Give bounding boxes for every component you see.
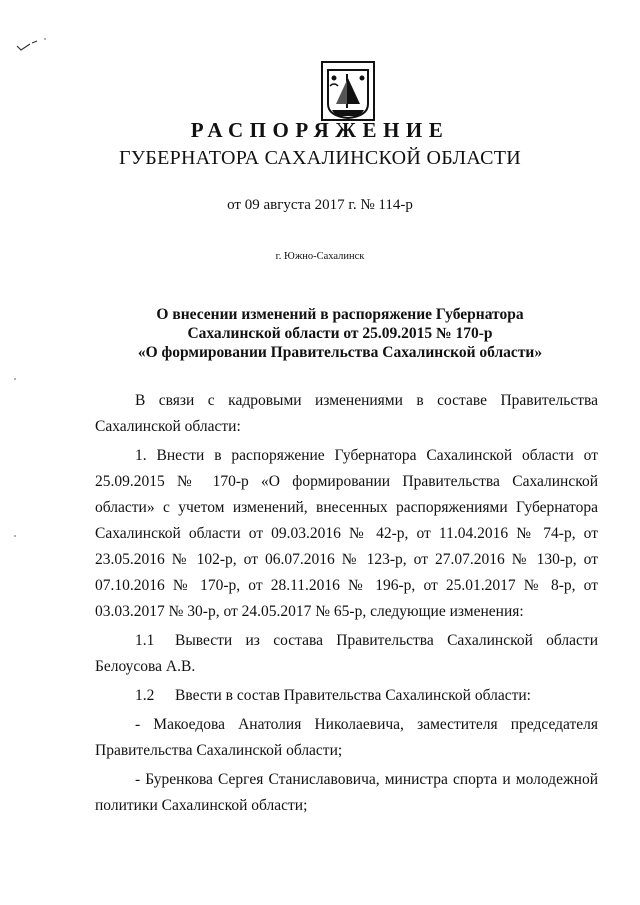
document-body: [95, 388, 598, 822]
item-number: 1.1: [135, 632, 155, 649]
word: области: [546, 632, 598, 649]
document-title: РАСПОРЯЖЕНИЕ: [190, 118, 450, 142]
item-number: 1.2: [135, 687, 155, 704]
document-subject: [120, 305, 560, 362]
dash-item: - Буренкова Сергея Станиславовича, министра спорта и молодежной политики Сахалинской области;: [95, 771, 598, 814]
word: Правительства: [336, 632, 434, 649]
word: Сахалинской: [447, 632, 533, 649]
document-subtitle: ГУБЕРНАТОРА САХАЛИНСКОЙ ОБЛАСТИ: [118, 147, 521, 169]
subject-line: «О формировании Правительства Сахалинской области»: [137, 344, 543, 361]
scan-speck: [44, 38, 46, 40]
item-1-1: [95, 628, 598, 680]
word: состава: [273, 632, 323, 649]
sakhalin-coat-of-arms-icon: [320, 60, 376, 122]
city-line: г. Южно-Сахалинск: [275, 251, 365, 262]
item-1-1-row: [95, 628, 598, 654]
item-1-2-text: Ввести в состав Правительства Сахалинской области:: [175, 687, 531, 704]
date-line: от 09 августа 2017 г. № 114-р: [227, 197, 413, 213]
intro-paragraph: В связи с кадровыми изменениями в составе Правительства Сахалинской области:: [95, 392, 598, 435]
checkmark-icon: [16, 40, 38, 52]
item-1-1-words: [175, 628, 598, 654]
word: Вывести: [175, 632, 233, 649]
dash-item: - Макоедова Анатолия Николаевича, заместителя председателя Правительства Сахалинской области;: [95, 716, 598, 759]
item-1-1-continuation: Белоусова А.В.: [95, 658, 196, 675]
subject-line: Сахалинской области от 25.09.2015 № 170-р: [187, 325, 493, 342]
scan-speck: [14, 535, 16, 537]
item-1-2: [95, 683, 598, 709]
scan-speck: [14, 378, 16, 380]
word: из: [245, 632, 260, 649]
subject-line: О внесении изменений в распоряжение Губернатора: [156, 306, 524, 323]
item-1-paragraph: 1. Внести в распоряжение Губернатора Сахалинской области от 25.09.2015 № 170-р «О формировании Правительства Сахалинской области» с учетом изменений, внесенных распоряжениями Губернатора Сахалинской области от 09.03.2016 № 42-р, от 11.04.2016 № 74-р, от 23.05.2016 № 102-р, от 06.07.2016 № 123-р, от 27.07.2016 № 130-р, от 07.10.2016 № 170-р, от 28.11.2016 № 196-р, от 25.01.2017 № 8-р, от 03.03.2017 № 30-р, от 24.05.2017 № 65-р, следующие изменения:: [95, 447, 598, 620]
